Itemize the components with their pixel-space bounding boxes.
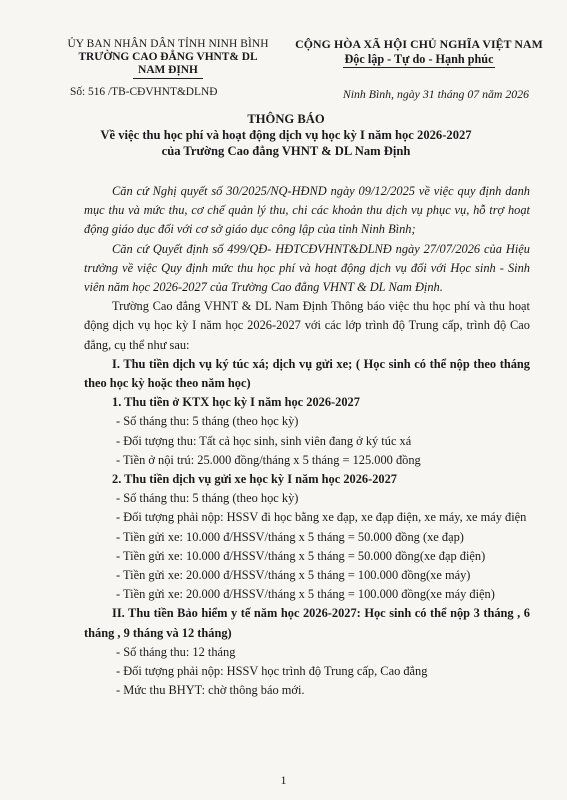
agency-name: ỦY BAN NHÂN DÂN TỈNH NINH BÌNH bbox=[67, 38, 269, 50]
list-item: - Số tháng thu: 12 tháng bbox=[116, 644, 236, 659]
list-item: - Tiền gửi xe: 20.000 đ/HSSV/tháng x 5 tháng = 100.000 đồng(xe máy điện) bbox=[116, 587, 495, 602]
legal-basis-2: Căn cứ Quyết định số 499/QĐ- HĐTCĐVHNT&DLNĐ ngày 27/07/2026 của Hiệu trưởng về việc Quy định mức thu học phí và hoạt động dịch vụ đối với Học sinh - Sinh viên năm học 2026-2027 của Trường Cao đẳng VHNT & DL Nam Định. bbox=[84, 241, 530, 295]
school-name-line1: TRƯỜNG CAO ĐẲNG VHNT& DL bbox=[78, 51, 258, 63]
issue-date: Ninh Bình, ngày 31 tháng 07 năm 2026 bbox=[342, 87, 529, 101]
title-line-2: Về việc thu học phí và hoạt động dịch vụ học kỳ I năm học 2026-2027 bbox=[100, 128, 472, 142]
document-number: Số: 516 /TB-CĐVHNT&DLNĐ bbox=[70, 86, 218, 98]
intro-paragraph: Trường Cao đẳng VHNT & DL Nam Định Thông báo việc thu học phí và thu hoạt động dịch vụ học kỳ I năm học 2026-2027 với các lớp trình độ Trung cấp, trình độ Cao đẳng, cụ thể như sau: bbox=[84, 299, 530, 352]
title-line-3: của Trường Cao đẳng VHNT & DL Nam Định bbox=[161, 144, 411, 158]
list-item: - Tiền ở nội trú: 25.000 đồng/tháng x 5 tháng = 125.000 đồng bbox=[116, 452, 421, 467]
issuer-block bbox=[52, 38, 284, 79]
list-item: - Số tháng thu: 5 tháng (theo học kỳ) bbox=[116, 414, 299, 429]
issuer-underline bbox=[133, 78, 203, 79]
list-item: - Đối tượng phải nộp: HSSV học trình độ Trung cấp, Cao đẳng bbox=[116, 664, 428, 679]
nation-name: CỘNG HÒA XÃ HỘI CHỦ NGHĨA VIỆT NAM bbox=[295, 37, 543, 51]
section-1-2-heading: 2. Thu tiền dịch vụ gửi xe học kỳ I năm học 2026-2027 bbox=[112, 472, 398, 487]
list-item: - Đối tượng thu: Tất cả học sinh, sinh viên đang ở ký túc xá bbox=[116, 433, 412, 448]
motto-underline bbox=[343, 67, 495, 68]
notice-title bbox=[30, 111, 542, 159]
page-number: 1 bbox=[280, 773, 287, 787]
section-1-1-heading: 1. Thu tiền ở KTX học kỳ I năm học 2026-2027 bbox=[112, 395, 360, 410]
section-1-heading: I. Thu tiền dịch vụ ký túc xá; dịch vụ gửi xe; ( Học sinh có thể nộp theo tháng theo học kỳ hoặc theo năm học) bbox=[84, 356, 530, 391]
legal-basis-1: Căn cứ Nghị quyết số 30/2025/NQ-HĐND ngày 09/12/2025 về việc quy định danh mục thu và mức thu, cơ chế quản lý thu, chi các khoản thu dịch vụ phục vụ, hỗ trợ hoạt động giáo dục đối với cơ sở giáo dục công lập của tỉnh Ninh Bình; bbox=[84, 184, 530, 237]
list-item: - Mức thu BHYT: chờ thông báo mới. bbox=[116, 683, 305, 698]
list-item: - Số tháng thu: 5 tháng (theo học kỳ) bbox=[116, 491, 299, 506]
list-item: - Tiền gửi xe: 10.000 đ/HSSV/tháng x 5 tháng = 50.000 đồng (xe đạp) bbox=[116, 529, 464, 544]
section-2-heading: II. Thu tiền Bảo hiểm y tế năm học 2026-2027: Học sinh có thể nộp 3 tháng , 6 tháng , 9 tháng và 12 tháng) bbox=[84, 606, 530, 640]
notice-body bbox=[84, 182, 530, 700]
national-motto: Độc lập - Tự do - Hạnh phúc bbox=[344, 52, 494, 66]
list-item: - Tiền gửi xe: 10.000 đ/HSSV/tháng x 5 tháng = 50.000 đồng(xe đạp điện) bbox=[116, 548, 486, 563]
school-name-line2: NAM ĐỊNH bbox=[138, 64, 198, 76]
title-line-1: THÔNG BÁO bbox=[247, 112, 325, 126]
list-item: - Tiền gửi xe: 20.000 đ/HSSV/tháng x 5 tháng = 100.000 đồng(xe máy) bbox=[116, 568, 471, 583]
list-item: - Đối tượng phải nộp: HSSV đi học bằng xe đạp, xe đạp điện, xe máy, xe máy điện bbox=[116, 510, 527, 525]
national-heading bbox=[278, 38, 560, 68]
